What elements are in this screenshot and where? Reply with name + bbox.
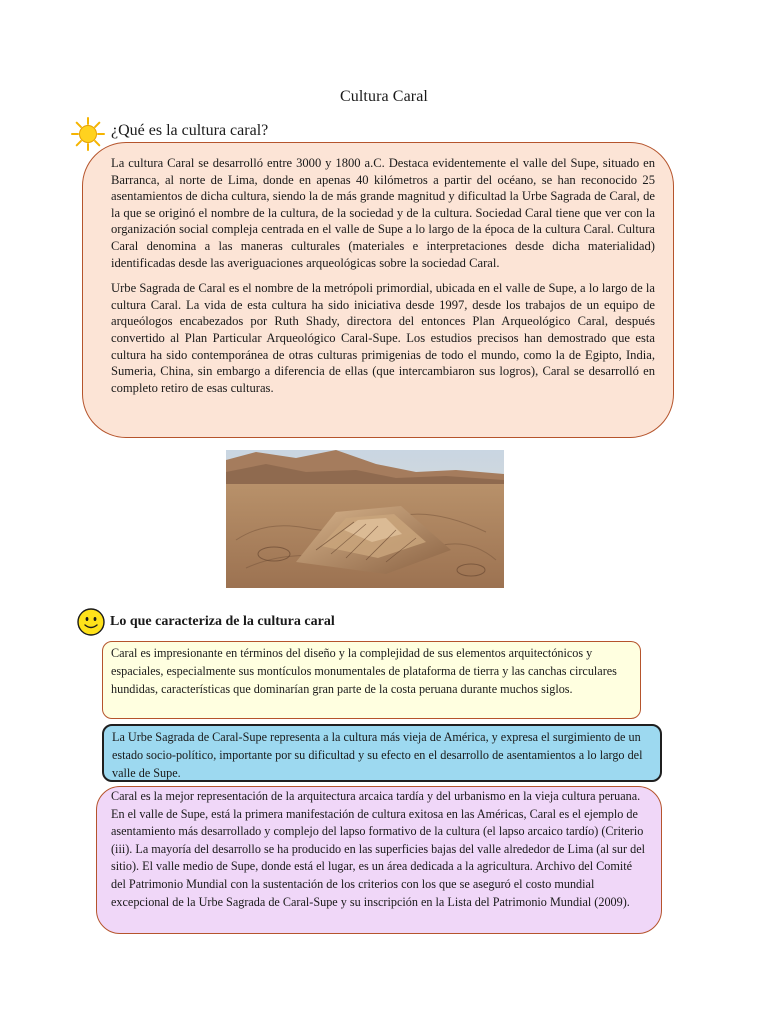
intro-text-box [82, 142, 674, 438]
section-heading-characteristics: Lo que caracteriza de la cultura caral [110, 614, 335, 629]
intro-paragraph-2: Urbe Sagrada de Caral es el nombre de la metrópoli primordial, ubicada en el valle de Supe, a lo largo de la cultura Caral. La vida de esta cultura ha sido iniciativa desde 1997, desde los trabajos de un equipo de arqueólogos encabezados por Ruth Shady, directora del entonces Plan Arqueológico Caral, después convertido al Plan Particular Arqueológico Caral-Supe. Los estudios precisos han demostrado que esta cultura ha sido contemporánea de otras culturas primigenias de todo el mundo, como la de Egipto, India, Sumeria, China, sin embargo a diferencia de ellas (que intercambiaron sus logros), Caral se desarrolló en completo retiro de esas culturas. [111, 281, 655, 395]
characteristics-box-pink: Caral es la mejor representación de la arquitectura arcaica tardía y del urbanismo en la vieja cultura peruana. En el valle de Supe, está la primera manifestación de cultura exitosa en las Américas, Caral es el ejemplo de asentamiento más desarrollado y complejo del lapso formativo de la cultura (el lapso arcaico tardío) (Criterio (iii). La mayoría del desarrollo se ha producido en las superficies bajas del valle alrededor de Lima (al sur del sitio). El valle medio de Supe, donde está el lugar, es un área dedicada a la agricultura. Archivo del Comité del Patrimonio Mundial con la sustentación de los criterios con los que se aseguró el costo mundial excepcional de la Urbe Sagrada de Caral-Supe y su inscripción en la Lista del Patrimonio Mundial (2009). [96, 786, 662, 934]
characteristics-box-blue: La Urbe Sagrada de Caral-Supe representa a la cultura más vieja de América, y expresa el surgimiento de un estado socio-político, importante por su dificultad y su efecto en el desarrollo de asentamientos a lo largo del valle de Supe. [102, 724, 662, 782]
caral-pyramid-photo [226, 450, 504, 588]
page-title: Cultura Caral [340, 88, 428, 105]
section-heading-what-is: ¿Qué es la cultura caral? [111, 122, 269, 139]
sun-icon [70, 116, 106, 152]
characteristics-box-yellow: Caral es impresionante en términos del diseño y la complejidad de sus elementos arquitectónicos y espaciales, especialmente sus montículos monumentales de plataforma de tierra y las canchas circulares hundidas, características que dominarían gran parte de la costa peruana durante muchos siglos. [102, 641, 641, 719]
smiley-icon [77, 608, 105, 636]
intro-paragraph-1: La cultura Caral se desarrolló entre 3000 y 1800 a.C. Destaca evidentemente el valle del Supe, situado en Barranca, al norte de Lima, donde en apenas 40 kilómetros a partir del océano, se han reconocido 25 asentamientos de dicha cultura, siendo la de más grande magnitud y dificultad la Urbe Sagrada de Caral, de la que se originó el nombre de la cultura, de la sociedad y de la cultura. Sociedad Caral tiene que ver con la organización social compleja centrada en el valle de Supe a lo largo de la época de la cultura Caral. Cultura Caral denomina a las maneras culturales (materiales e interpretaciones desde dicha materialidad) identificadas desde las averiguaciones arqueológicas sobre la sociedad Caral. [111, 156, 655, 270]
